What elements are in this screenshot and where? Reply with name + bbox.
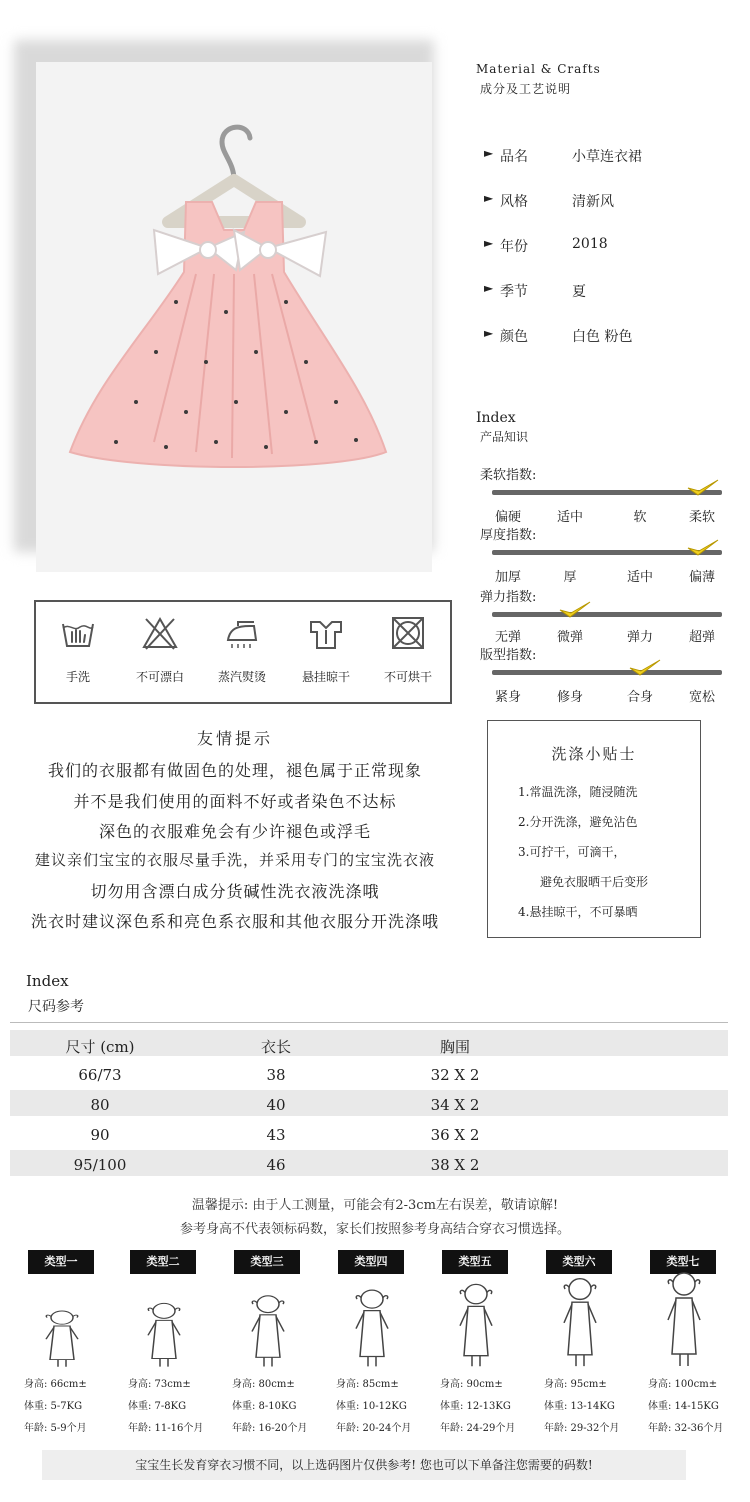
wash-line: 避免衣服晒干后变形 — [540, 875, 649, 889]
tip-line: 洗衣时建议深色系和亮色系衣服和其他衣服分开洗涤哦 — [30, 912, 439, 931]
product-photo — [36, 62, 432, 572]
type-age: 年龄: 24-29个月 — [440, 1423, 516, 1434]
scale-label: 柔软 — [688, 510, 715, 525]
hang-dry-icon — [308, 616, 344, 650]
scale-label: 厚 — [563, 570, 577, 585]
table-cell: 43 — [266, 1126, 286, 1144]
spec-key: 季节 — [500, 284, 528, 300]
fit-title: 版型指数: — [480, 648, 537, 663]
type-weight: 体重: 14-15KG — [648, 1401, 719, 1412]
arrow-icon: ► — [484, 326, 494, 340]
type-badge: 类型七 — [650, 1250, 716, 1274]
scale-label: 弹力 — [626, 630, 653, 645]
care-label: 蒸汽熨烫 — [217, 670, 266, 684]
material-title-cn: 成分及工艺说明 — [480, 82, 572, 96]
table-cell: 80 — [90, 1096, 110, 1114]
scale-label: 合身 — [626, 690, 653, 705]
check-icon — [686, 538, 720, 558]
size-title-en: Index — [26, 972, 69, 990]
scale-label: 偏薄 — [688, 570, 715, 585]
type-weight: 体重: 8-10KG — [232, 1401, 297, 1412]
child-figure-icon — [248, 1292, 288, 1368]
care-instructions-box — [34, 600, 452, 704]
pink-dress-illustration — [36, 62, 432, 572]
type-age: 年龄: 32-36个月 — [648, 1423, 724, 1434]
child-figure-icon — [144, 1300, 184, 1368]
hand-wash-icon — [60, 616, 96, 650]
type-badge: 类型三 — [234, 1250, 300, 1274]
scale-label: 适中 — [556, 510, 583, 525]
table-cell: 66/73 — [78, 1066, 122, 1084]
washing-tips-box — [487, 720, 701, 938]
spec-value: 白色 粉色 — [572, 329, 633, 345]
type-height: 身高: 66cm± — [24, 1379, 87, 1390]
child-figure-icon — [42, 1308, 82, 1368]
wash-line: 1.常温洗涤，随浸随洗 — [518, 785, 638, 799]
size-header: 尺寸 (cm) — [65, 1038, 135, 1056]
care-label: 不可烘干 — [383, 670, 432, 684]
elasticity-title: 弹力指数: — [480, 590, 537, 605]
tip-line: 建议亲们宝宝的衣服尽量手洗，并采用专门的宝宝洗衣液 — [34, 851, 435, 869]
table-cell: 34 X 2 — [430, 1096, 480, 1114]
care-item — [120, 602, 200, 702]
table-cell: 40 — [266, 1096, 286, 1114]
child-figure-icon — [560, 1274, 600, 1368]
type-height: 身高: 100cm± — [648, 1379, 718, 1390]
wash-title: 洗涤小贴士 — [551, 745, 637, 763]
type-age: 年龄: 20-24个月 — [336, 1423, 412, 1434]
wash-line: 4.悬挂晾干，不可暴晒 — [518, 905, 638, 919]
tip-line: 切勿用含漂白成分货碱性洗衣液洗涤哦 — [90, 882, 380, 901]
spec-value: 清新风 — [572, 194, 614, 210]
scale-label: 偏硬 — [494, 510, 521, 525]
type-age: 年龄: 11-16个月 — [128, 1423, 204, 1434]
arrow-icon: ► — [484, 281, 494, 295]
type-height: 身高: 95cm± — [544, 1379, 607, 1390]
material-title-en: Material & Crafts — [476, 62, 601, 76]
type-height: 身高: 90cm± — [440, 1379, 503, 1390]
spec-key: 年份 — [500, 239, 528, 255]
scale-label: 无弹 — [494, 630, 521, 645]
spec-key: 品名 — [500, 149, 528, 165]
scale-label: 宽松 — [688, 690, 715, 705]
softness-title: 柔软指数: — [480, 468, 537, 483]
arrow-icon: ► — [484, 191, 494, 205]
child-figure-icon — [664, 1268, 704, 1368]
type-badge: 类型四 — [338, 1250, 404, 1274]
type-weight: 体重: 5-7KG — [24, 1401, 83, 1412]
spec-row — [484, 326, 724, 350]
divider — [10, 1022, 728, 1023]
table-cell: 36 X 2 — [430, 1126, 480, 1144]
care-item — [286, 602, 366, 702]
care-item — [368, 602, 448, 702]
care-item — [202, 602, 282, 702]
care-label: 悬挂晾干 — [301, 670, 350, 684]
scale-label: 修身 — [556, 690, 583, 705]
scale-label: 适中 — [626, 570, 653, 585]
wash-line: 2.分开洗涤，避免沾色 — [518, 815, 638, 829]
type-height: 身高: 80cm± — [232, 1379, 295, 1390]
scale-label: 软 — [633, 510, 647, 525]
type-badge: 类型五 — [442, 1250, 508, 1274]
wash-line: 3.可拧干，可滴干， — [518, 845, 626, 859]
spec-key: 风格 — [500, 194, 528, 210]
child-figure-icon — [456, 1280, 496, 1368]
type-badge: 类型一 — [28, 1250, 94, 1274]
index-title-cn: 产品知识 — [480, 430, 529, 444]
spec-row — [484, 146, 724, 170]
tip-line: 我们的衣服都有做固色的处理，褪色属于正常现象 — [47, 761, 422, 780]
care-label: 手洗 — [65, 670, 90, 684]
table-cell: 32 X 2 — [430, 1066, 480, 1084]
type-height: 身高: 85cm± — [336, 1379, 399, 1390]
size-notice: 温馨提示: 由于人工测量，可能会有2-3cm左右误差，敬请谅解! — [191, 1198, 559, 1213]
spec-value: 2018 — [572, 236, 608, 252]
tip-line: 深色的衣服难免会有少许褪色或浮毛 — [98, 822, 371, 841]
check-icon — [628, 658, 662, 678]
type-weight: 体重: 7-8KG — [128, 1401, 187, 1412]
type-weight: 体重: 13-14KG — [544, 1401, 615, 1412]
type-age: 年龄: 16-20个月 — [232, 1423, 308, 1434]
type-height: 身高: 73cm± — [128, 1379, 191, 1390]
arrow-icon: ► — [484, 146, 494, 160]
index-title-en: Index — [476, 410, 516, 426]
type-weight: 体重: 12-13KG — [440, 1401, 511, 1412]
no-tumble-dry-icon — [390, 616, 426, 650]
tip-line: 并不是我们使用的面料不好或者染色不达标 — [73, 792, 397, 811]
care-item — [38, 602, 118, 702]
spec-row — [484, 191, 724, 215]
spec-value: 小草连衣裙 — [572, 149, 642, 165]
child-figure-icon — [352, 1286, 392, 1368]
size-notice: 参考身高不代表领标码数，家长们按照参考身高结合穿衣习惯选择。 — [179, 1222, 570, 1237]
type-badge: 类型六 — [546, 1250, 612, 1274]
scale-label: 微弹 — [556, 630, 583, 645]
scale-label: 加厚 — [494, 570, 521, 585]
elasticity-scale-line — [492, 612, 722, 617]
table-cell: 46 — [266, 1156, 286, 1174]
spec-key: 颜色 — [500, 329, 528, 345]
table-cell: 95/100 — [73, 1156, 127, 1174]
footer-note: 宝宝生长发育穿衣习惯不同，以上选码图片仅供参考! 您也可以下单备注您需要的码数! — [42, 1450, 686, 1480]
table-cell: 38 X 2 — [430, 1156, 480, 1174]
scale-label: 超弹 — [688, 630, 715, 645]
care-label: 不可漂白 — [135, 670, 184, 684]
table-cell: 90 — [90, 1126, 110, 1144]
table-cell: 38 — [266, 1066, 286, 1084]
check-icon — [558, 600, 592, 620]
type-age: 年龄: 29-32个月 — [544, 1423, 620, 1434]
no-bleach-icon — [142, 616, 178, 650]
steam-iron-icon — [224, 616, 260, 650]
type-age: 年龄: 5-9个月 — [24, 1423, 87, 1434]
check-icon — [686, 478, 720, 498]
size-title-cn: 尺码参考 — [28, 999, 84, 1015]
thickness-title: 厚度指数: — [480, 528, 537, 543]
arrow-icon: ► — [484, 236, 494, 250]
type-badge: 类型二 — [130, 1250, 196, 1274]
fit-scale-line — [492, 670, 722, 675]
spec-row — [484, 236, 724, 260]
scale-label: 紧身 — [494, 690, 521, 705]
chest-header: 胸围 — [439, 1038, 470, 1056]
type-weight: 体重: 10-12KG — [336, 1401, 407, 1412]
spec-value: 夏 — [572, 284, 586, 300]
length-header: 衣长 — [260, 1038, 291, 1056]
tips-title: 友情提示 — [196, 729, 273, 748]
spec-row — [484, 281, 724, 305]
